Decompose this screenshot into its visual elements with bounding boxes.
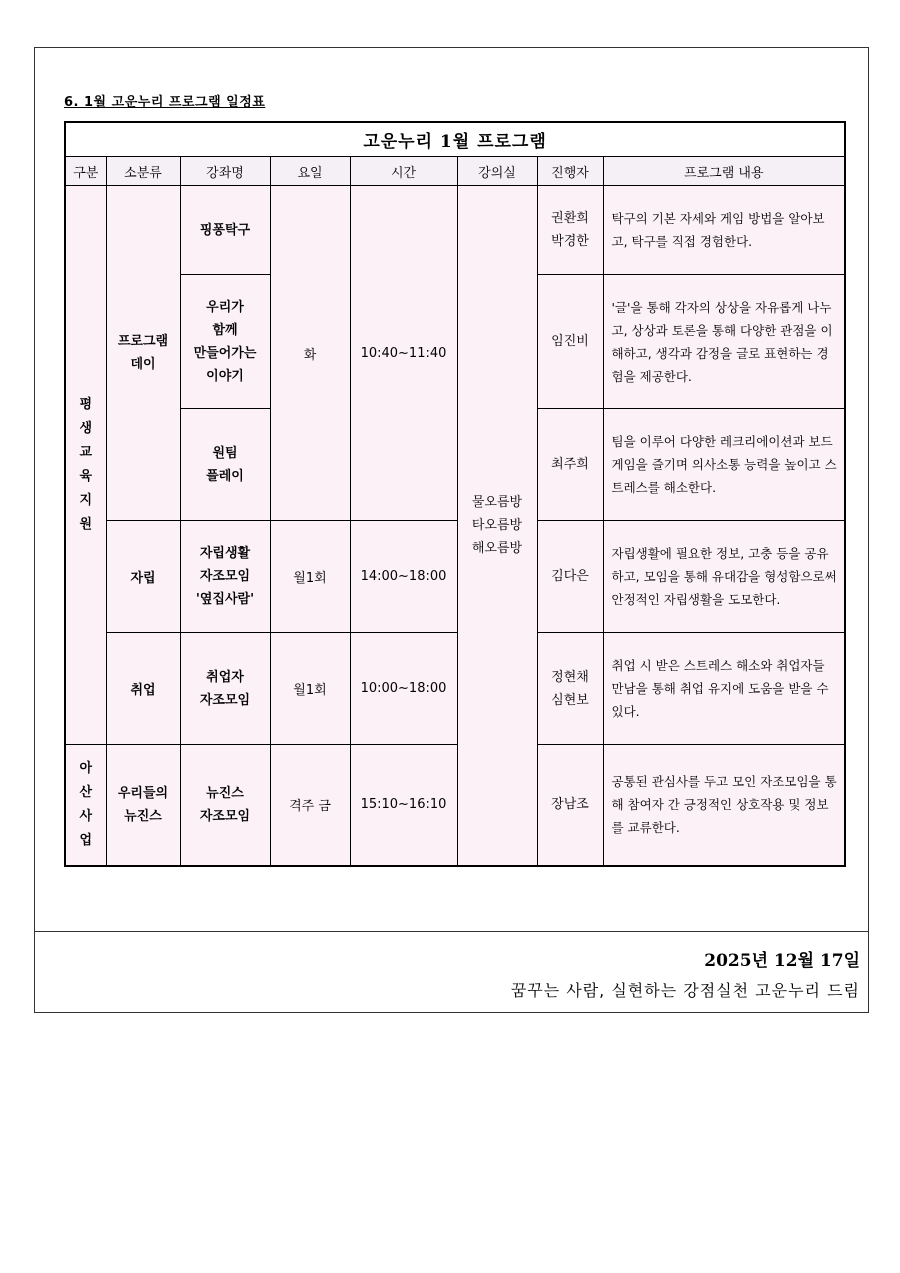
table-row	[65, 521, 845, 633]
leader-cell: 임진비	[537, 275, 603, 409]
leader-cell: 정현채 심현보	[537, 633, 603, 745]
content-cell: 자립생활에 필요한 정보, 고충 등을 공유하고, 모임을 통해 유대감을 형성함으로써 안정적인 자립생활을 도모한다.	[603, 521, 845, 633]
day-cell: 화	[270, 186, 350, 521]
room-cell: 물오름방 타오름방 해오름방	[457, 186, 537, 866]
day-cell: 월1회	[270, 521, 350, 633]
course-name: 자립생활 자조모임 '옆집사람'	[180, 521, 270, 633]
leader-cell: 장남조	[537, 745, 603, 866]
header-leader: 진행자	[537, 157, 603, 186]
course-name: 취업자 자조모임	[180, 633, 270, 745]
category-lifelong-education: 평 생 교 육 지 원	[65, 186, 106, 745]
category-asan-project: 아 산 사 업	[65, 745, 106, 866]
table-title: 고운누리 1월 프로그램	[65, 122, 845, 157]
header-category: 구분	[65, 157, 106, 186]
header-course: 강좌명	[180, 157, 270, 186]
leader-cell: 권환희 박경한	[537, 186, 603, 275]
header-day: 요일	[270, 157, 350, 186]
content-cell: 탁구의 기본 자세와 게임 방법을 알아보고, 탁구를 직접 경험한다.	[603, 186, 845, 275]
course-name: 핑퐁탁구	[180, 186, 270, 275]
time-cell: 14:00~18:00	[350, 521, 457, 633]
header-time: 시간	[350, 157, 457, 186]
header-room: 강의실	[457, 157, 537, 186]
table-row	[65, 633, 845, 745]
leader-cell: 최주희	[537, 409, 603, 521]
course-name: 뉴진스 자조모임	[180, 745, 270, 866]
course-name: 우리가 함께 만들어가는 이야기	[180, 275, 270, 409]
table-row	[65, 186, 845, 275]
content-cell: '글'을 통해 각자의 상상을 자유롭게 나누고, 상상과 토론을 통해 다양한 관점을 이해하고, 생각과 감정을 글로 표현하는 경험을 제공한다.	[603, 275, 845, 409]
content-cell: 팀을 이루어 다양한 레크리에이션과 보드게임을 즐기며 의사소통 능력을 높이고 스트레스를 해소한다.	[603, 409, 845, 521]
day-cell: 월1회	[270, 633, 350, 745]
time-cell: 15:10~16:10	[350, 745, 457, 866]
footer-divider	[34, 931, 869, 932]
closing-line: 꿈꾸는 사람, 실현하는 강점실천 고운누리 드림	[510, 981, 860, 1000]
content-cell: 공통된 관심사를 두고 모인 자조모임을 통해 참여자 간 긍정적인 상호작용 및 정보를 교류한다.	[603, 745, 845, 866]
header-content: 프로그램 내용	[603, 157, 845, 186]
table-row	[65, 745, 845, 866]
subcategory-independence: 자립	[106, 521, 180, 633]
section-title: 6. 1월 고운누리 프로그램 일정표	[64, 95, 266, 110]
time-cell: 10:40~11:40	[350, 186, 457, 521]
document-date: 2025년 12월 17일	[704, 951, 860, 971]
program-schedule-table	[64, 121, 846, 867]
subcategory-employment: 취업	[106, 633, 180, 745]
time-cell: 10:00~18:00	[350, 633, 457, 745]
header-subcategory: 소분류	[106, 157, 180, 186]
subcategory-program-day: 프로그램 데이	[106, 186, 180, 521]
course-name: 원팀 플레이	[180, 409, 270, 521]
content-cell: 취업 시 받은 스트레스 해소와 취업자들 만남을 통해 취업 유지에 도움을 받을 수 있다.	[603, 633, 845, 745]
day-cell: 격주 금	[270, 745, 350, 866]
leader-cell: 김다은	[537, 521, 603, 633]
subcategory-newjeans: 우리들의 뉴진스	[106, 745, 180, 866]
